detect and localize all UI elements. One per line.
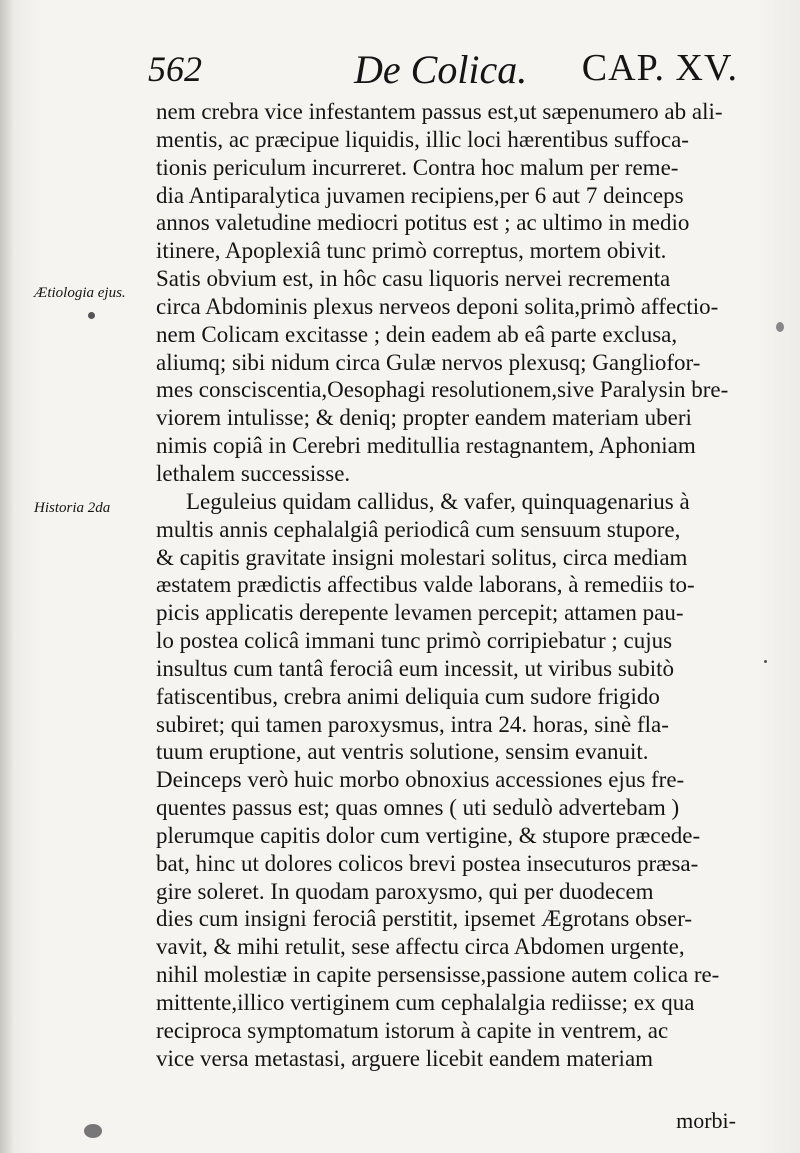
text-line: nimis copiâ in Cerebri meditullia restagnantem, Aphoniam — [156, 433, 696, 459]
page-number: 562 — [148, 49, 202, 89]
text-line: bat, hinc ut dolores colicos brevi postea insecuturos præsa- — [156, 850, 699, 876]
text-line: Deinceps verò huic morbo obnoxius accessiones ejus fre- — [156, 767, 685, 793]
text-line: reciproca symptomatum istorum à capite in ventrem, ac — [156, 1017, 669, 1043]
page-header — [148, 40, 738, 96]
text-line: lethalem successisse. — [156, 460, 351, 486]
page-spine-shadow — [0, 0, 14, 1153]
text-line: multis annis cephalalgiâ periodicâ cum sensuum stupore, — [156, 516, 681, 542]
text-line: mentis, ac præcipue liquidis, illic loci hærentibus suffoca- — [156, 126, 689, 152]
text-line: æstatem prædictis affectibus valde laborans, à remediis to- — [156, 572, 695, 598]
text-line: viorem intulisse; & deniq; propter eandem materiam uberi — [156, 405, 692, 431]
text-line: picis applicatis derepente levamen percepit; attamen pau- — [156, 600, 684, 626]
text-line: vice versa metastasi, arguere licebit eandem materiam — [156, 1045, 654, 1071]
text-line: circa Abdominis plexus nerveos deponi solita,primò affectio- — [156, 293, 719, 319]
text-line: vavit, & mihi retulit, sese affectu circa Abdomen urgente, — [156, 934, 685, 960]
text-line: & capitis gravitate insigni molestari solitus, circa mediam — [156, 544, 688, 570]
ink-speck — [88, 312, 95, 319]
text-line: quentes passus est; quas omnes ( uti sedulò advertebam ) — [156, 795, 680, 821]
text-line: gire soleret. In quodam paroxysmo, qui per duodecem — [156, 878, 654, 904]
text-line: plerumque capitis dolor cum vertigine, & stupore præcede- — [156, 822, 701, 848]
chapter-heading: CAP. XV. — [581, 47, 738, 89]
text-line: dies cum insigni ferociâ perstitit, ipsemet Ægrotans obser- — [156, 906, 693, 932]
text-line: tuum eruptione, aut ventris solutione, sensim evanuit. — [156, 739, 649, 765]
running-title: De Colica. — [354, 47, 528, 92]
text-line: insultus cum tantâ ferociâ eum incessit, ut viribus subitò — [156, 655, 675, 681]
text-line: nem crebra vice infestantem passus est,ut sæpenumero ab ali- — [156, 99, 723, 124]
text-line: dia Antiparalytica juvamen recipiens,per 6 aut 7 deinceps — [156, 182, 684, 208]
text-line: aliumq; sibi nidum circa Gulæ nervos plexusq; Gangliofor- — [156, 349, 701, 375]
text-line: nihil molestiæ in capite persensisse,passione autem colica re- — [156, 962, 720, 988]
margin-note-aetiologia: Ætiologia ejus. — [34, 285, 126, 301]
text-line: mittente,illico vertiginem cum cephalalgia rediisse; ex qua — [156, 990, 695, 1015]
margin-note-historia: Historia 2da — [34, 500, 111, 516]
text-line: subiret; qui tamen paroxysmus, intra 24. horas, sinè fla- — [156, 711, 669, 737]
text-line: nem Colicam excitasse ; dein eadem ab eâ parte exclusa, — [156, 321, 678, 347]
text-line: itinere, Apoplexiâ tunc primò correptus, mortem obivit. — [156, 238, 667, 264]
text-line: fatiscentibus, crebra animi deliquia cum sudore frigido — [156, 683, 660, 709]
text-line: Satis obvium est, in hôc casu liquoris nervei recrementa — [156, 266, 671, 292]
catchword: morbi- — [676, 1108, 736, 1133]
text-line: tionis periculum incurreret. Contra hoc malum per reme- — [156, 154, 679, 180]
ink-speck — [84, 1124, 102, 1138]
text-line: mes consciscentia,Oesophagi resolutionem,sive Paralysin bre- — [156, 377, 729, 403]
ink-speck — [776, 322, 784, 332]
body-text — [156, 98, 736, 1073]
ink-speck — [764, 660, 767, 663]
text-line: Leguleius quidam callidus, & vafer, quinquagenarius à — [186, 488, 690, 514]
text-line: lo postea colicâ immani tunc primò corripiebatur ; cujus — [156, 628, 673, 654]
text-line: annos valetudine mediocri potitus est ; ac ultimo in medio — [156, 210, 690, 236]
